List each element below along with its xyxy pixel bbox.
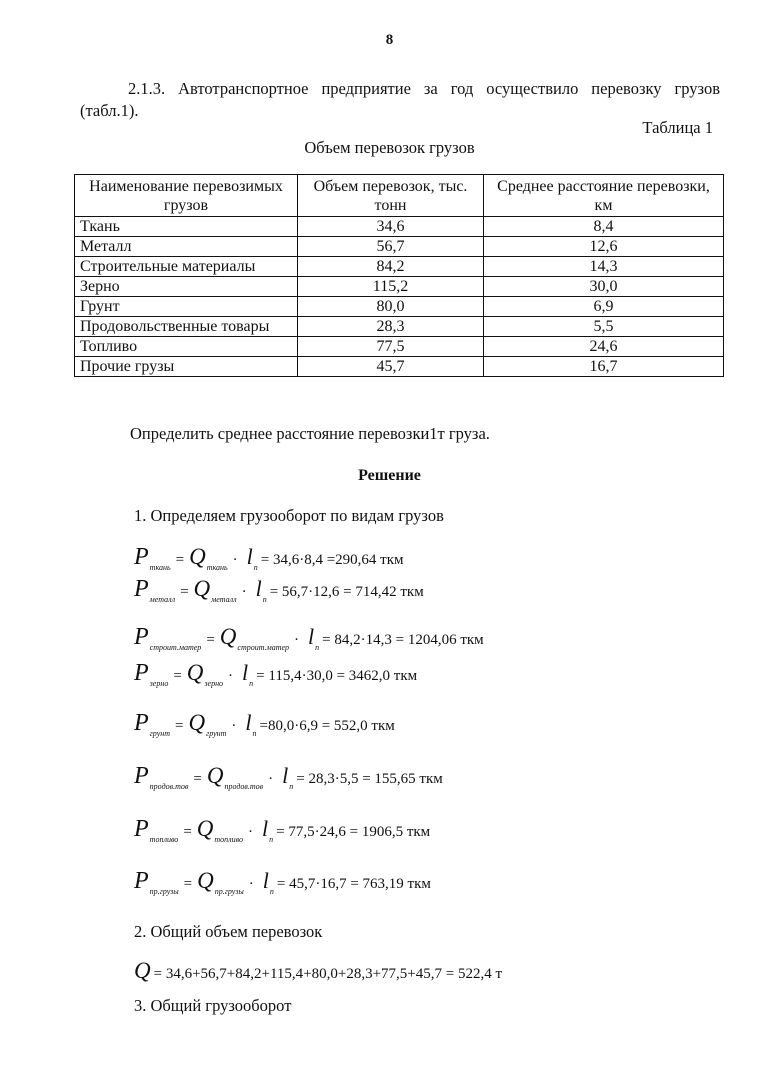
table-row [75, 217, 724, 237]
formula-subscript: п [269, 835, 274, 844]
cargo-volume: 28,3 [298, 317, 484, 337]
formula-subscript: пр.грузы [214, 887, 244, 896]
formula-subscript: топливо [149, 835, 179, 844]
distance-symbol: l [246, 544, 253, 569]
multiply-dot: · [241, 584, 247, 600]
formula-subscript: продов.тов [149, 782, 189, 791]
cargo-volume: 45,7 [298, 357, 484, 377]
equals-sign: = [174, 718, 184, 734]
cargo-distance: 12,6 [484, 237, 724, 257]
equals-sign: = [175, 552, 185, 568]
cargo-distance: 5,5 [484, 317, 724, 337]
table-row [75, 357, 724, 377]
cargo-name: Строительные материалы [75, 257, 298, 277]
volume-symbol: Q [197, 868, 214, 893]
formula-result: = 77,5·24,6 = 1906,5 ткм [276, 824, 431, 840]
table-row [75, 317, 724, 337]
formula-subscript: п [253, 563, 258, 572]
distance-symbol: l [242, 660, 249, 685]
multiply-dot: · [294, 632, 300, 648]
header-volume: Объем перевозок, тыс. тонн [298, 175, 484, 217]
formula-subscript: строит.матер [149, 643, 202, 652]
formula-subscript: грунт [206, 729, 227, 738]
formula-result: = 45,7·16,7 = 763,19 ткм [276, 876, 431, 892]
formula-subscript: ткань [149, 563, 171, 572]
volume-symbol: Q [134, 958, 151, 983]
formula-subscript: металл [149, 595, 176, 604]
cargo-volume: 56,7 [298, 237, 484, 257]
formula-other-cargo [134, 868, 431, 895]
cargo-volume: 77,5 [298, 337, 484, 357]
formula-food [134, 763, 443, 790]
formula-subscript: зерно [204, 679, 224, 688]
equals-sign: = [183, 876, 193, 892]
formula-grain [134, 660, 417, 687]
formula-soil [134, 710, 395, 737]
equals-sign: = [173, 668, 182, 684]
cargo-volume: 34,6 [298, 217, 484, 237]
table-row [75, 337, 724, 357]
freight-turnover-symbol: P [134, 660, 149, 686]
multiply-dot: · [231, 718, 237, 734]
formula-result: = 84,2·14,3 = 1204,06 ткм [322, 632, 484, 648]
task-statement: Определить среднее расстояние перевозки1т груза. [130, 424, 490, 443]
equals-sign: = [183, 824, 192, 840]
table-title: Объем перевозок грузов [304, 138, 475, 157]
volume-symbol: Q [186, 660, 204, 685]
formula-subscript: ткань [206, 563, 228, 572]
cargo-table [74, 174, 724, 377]
step-2-heading: 2. Общий объем перевозок [134, 922, 323, 941]
multiply-dot: · [232, 552, 238, 568]
volume-symbol: Q [188, 710, 206, 735]
formula-subscript: п [249, 679, 254, 688]
formula-building-materials [134, 624, 484, 651]
volume-symbol: Q [193, 576, 211, 601]
cargo-name: Ткань [75, 217, 298, 237]
formula-result: = 115,4·30,0 = 3462,0 ткм [256, 668, 418, 684]
freight-turnover-symbol: P [134, 816, 149, 842]
distance-symbol: l [262, 868, 269, 893]
multiply-dot: · [248, 876, 254, 892]
formula-result: = 56,7·12,6 = 714,42 ткм [269, 584, 424, 600]
formula-subscript: п [252, 729, 257, 738]
multiply-dot: · [248, 824, 254, 840]
cargo-distance: 24,6 [484, 337, 724, 357]
freight-turnover-symbol: P [134, 576, 149, 602]
solution-heading: Решение [358, 467, 421, 484]
page-number: 8 [385, 32, 394, 48]
formula-subscript: п [262, 595, 267, 604]
cargo-distance: 30,0 [484, 277, 724, 297]
formula-fabric [134, 544, 404, 571]
formula-subscript: строит.матер [237, 643, 290, 652]
cargo-name: Металл [75, 237, 298, 257]
formula-subscript: продов.тов [224, 782, 264, 791]
freight-turnover-symbol: P [134, 710, 149, 736]
volume-symbol: Q [206, 763, 224, 788]
freight-turnover-symbol: P [134, 868, 149, 894]
volume-symbol: Q [219, 624, 237, 649]
cargo-volume: 80,0 [298, 297, 484, 317]
header-cargo-name: Наименование перевозимых грузов [75, 175, 298, 217]
freight-turnover-symbol: P [134, 544, 149, 570]
formula-subscript: пр.грузы [149, 887, 179, 896]
formula-subscript: п [289, 782, 294, 791]
cargo-distance: 14,3 [484, 257, 724, 277]
problem-intro: 2.1.3. Автотранспортное предприятие за год осуществило перевозку грузов (табл.1). [80, 79, 720, 120]
formula-subscript: п [315, 643, 320, 652]
table-label: Таблица 1 [642, 118, 713, 137]
formula-result: =80,0·6,9 = 552,0 ткм [259, 718, 395, 734]
cargo-distance: 8,4 [484, 217, 724, 237]
cargo-name: Продовольственные товары [75, 317, 298, 337]
cargo-name: Грунт [75, 297, 298, 317]
table-header-row [75, 175, 724, 217]
distance-symbol: l [308, 624, 315, 649]
cargo-name: Прочие грузы [75, 357, 298, 377]
formula-subscript: п [269, 887, 274, 896]
total-volume-result: = 34,6+56,7+84,2+115,4+80,0+28,3+77,5+45,7 = 522,4 т [153, 966, 503, 982]
formula-subscript: грунт [149, 729, 170, 738]
formula-metal [134, 576, 424, 603]
cargo-distance: 6,9 [484, 297, 724, 317]
header-distance: Среднее расстояние перевозки, км [484, 175, 724, 217]
freight-turnover-symbol: P [134, 624, 149, 650]
distance-symbol: l [282, 763, 289, 788]
cargo-name: Зерно [75, 277, 298, 297]
volume-symbol: Q [189, 544, 206, 569]
formula-result: = 28,3·5,5 = 155,65 ткм [296, 771, 443, 787]
table-row [75, 277, 724, 297]
step-1-heading: 1. Определяем грузооборот по видам грузов [134, 506, 444, 525]
total-volume-formula [134, 958, 502, 984]
table-row [75, 237, 724, 257]
cargo-name: Топливо [75, 337, 298, 357]
formula-subscript: топливо [214, 835, 244, 844]
formula-subscript: металл [211, 595, 237, 604]
table-row [75, 257, 724, 277]
distance-symbol: l [262, 816, 269, 841]
cargo-volume: 84,2 [298, 257, 484, 277]
formula-result: = 34,6·8,4 =290,64 ткм [260, 552, 404, 568]
equals-sign: = [206, 632, 215, 648]
volume-symbol: Q [196, 816, 214, 841]
freight-turnover-symbol: P [134, 763, 149, 789]
step-3-heading: 3. Общий грузооборот [134, 996, 292, 1015]
cargo-distance: 16,7 [484, 357, 724, 377]
distance-symbol: l [245, 710, 252, 735]
multiply-dot: · [228, 668, 234, 684]
cargo-volume: 115,2 [298, 277, 484, 297]
equals-sign: = [180, 584, 189, 600]
formula-fuel [134, 816, 430, 843]
equals-sign: = [193, 771, 202, 787]
multiply-dot: · [268, 771, 274, 787]
formula-subscript: зерно [149, 679, 169, 688]
table-row [75, 297, 724, 317]
distance-symbol: l [255, 576, 262, 601]
